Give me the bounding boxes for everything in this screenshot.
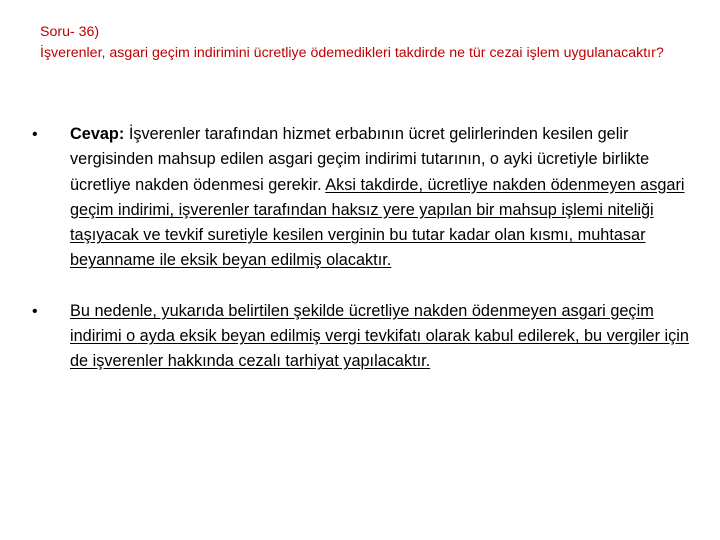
question-number: Soru- 36) [40,24,100,40]
answer-label: Cevap: [70,125,125,143]
answer-bullet [32,122,692,274]
bullet-marker: • [32,302,38,320]
conclusion-bullet [32,299,692,375]
answer-underlined-text: Aksi takdirde, ücretliye nakden ödenmeyen asgari geçim indirimi, işverenler tarafından haksız yere yapılan bir mahsup işlemi niteliği taşıyacak ve tevkif suretiyle kesilen verginin bu tutar kadar olan kısmı, muhtasar beyanname ile eksik beyan edilmiş olacaktır. [70,175,685,270]
bullet-marker: • [32,126,38,143]
question-block [40,22,680,64]
answer-text: İşverenler tarafından hizmet erbabının ücret gelirlerinden kesilen gelir vergisinden mahsup edilen asgari geçim indirimi tutarının, o ayki ücretiyle birlikte ücretliye nakden ödenmesi gerekir. [70,125,650,194]
question-text: İşverenler, asgari geçim indirimini ücretliye ödemedikleri takdirde ne tür cezai işlem uygulanacaktır? [40,45,664,61]
answer-list [32,122,692,375]
conclusion-underlined-text: Bu nedenle, yukarıda belirtilen şekilde ücretliye nakden ödenmeyen asgari geçim indirimi o ayda eksik beyan edilmiş vergi tevkifatı olarak kabul edilerek, bu vergiler için de işverenler hakkında cezalı tarhiyat yapılacaktır. [70,301,689,371]
